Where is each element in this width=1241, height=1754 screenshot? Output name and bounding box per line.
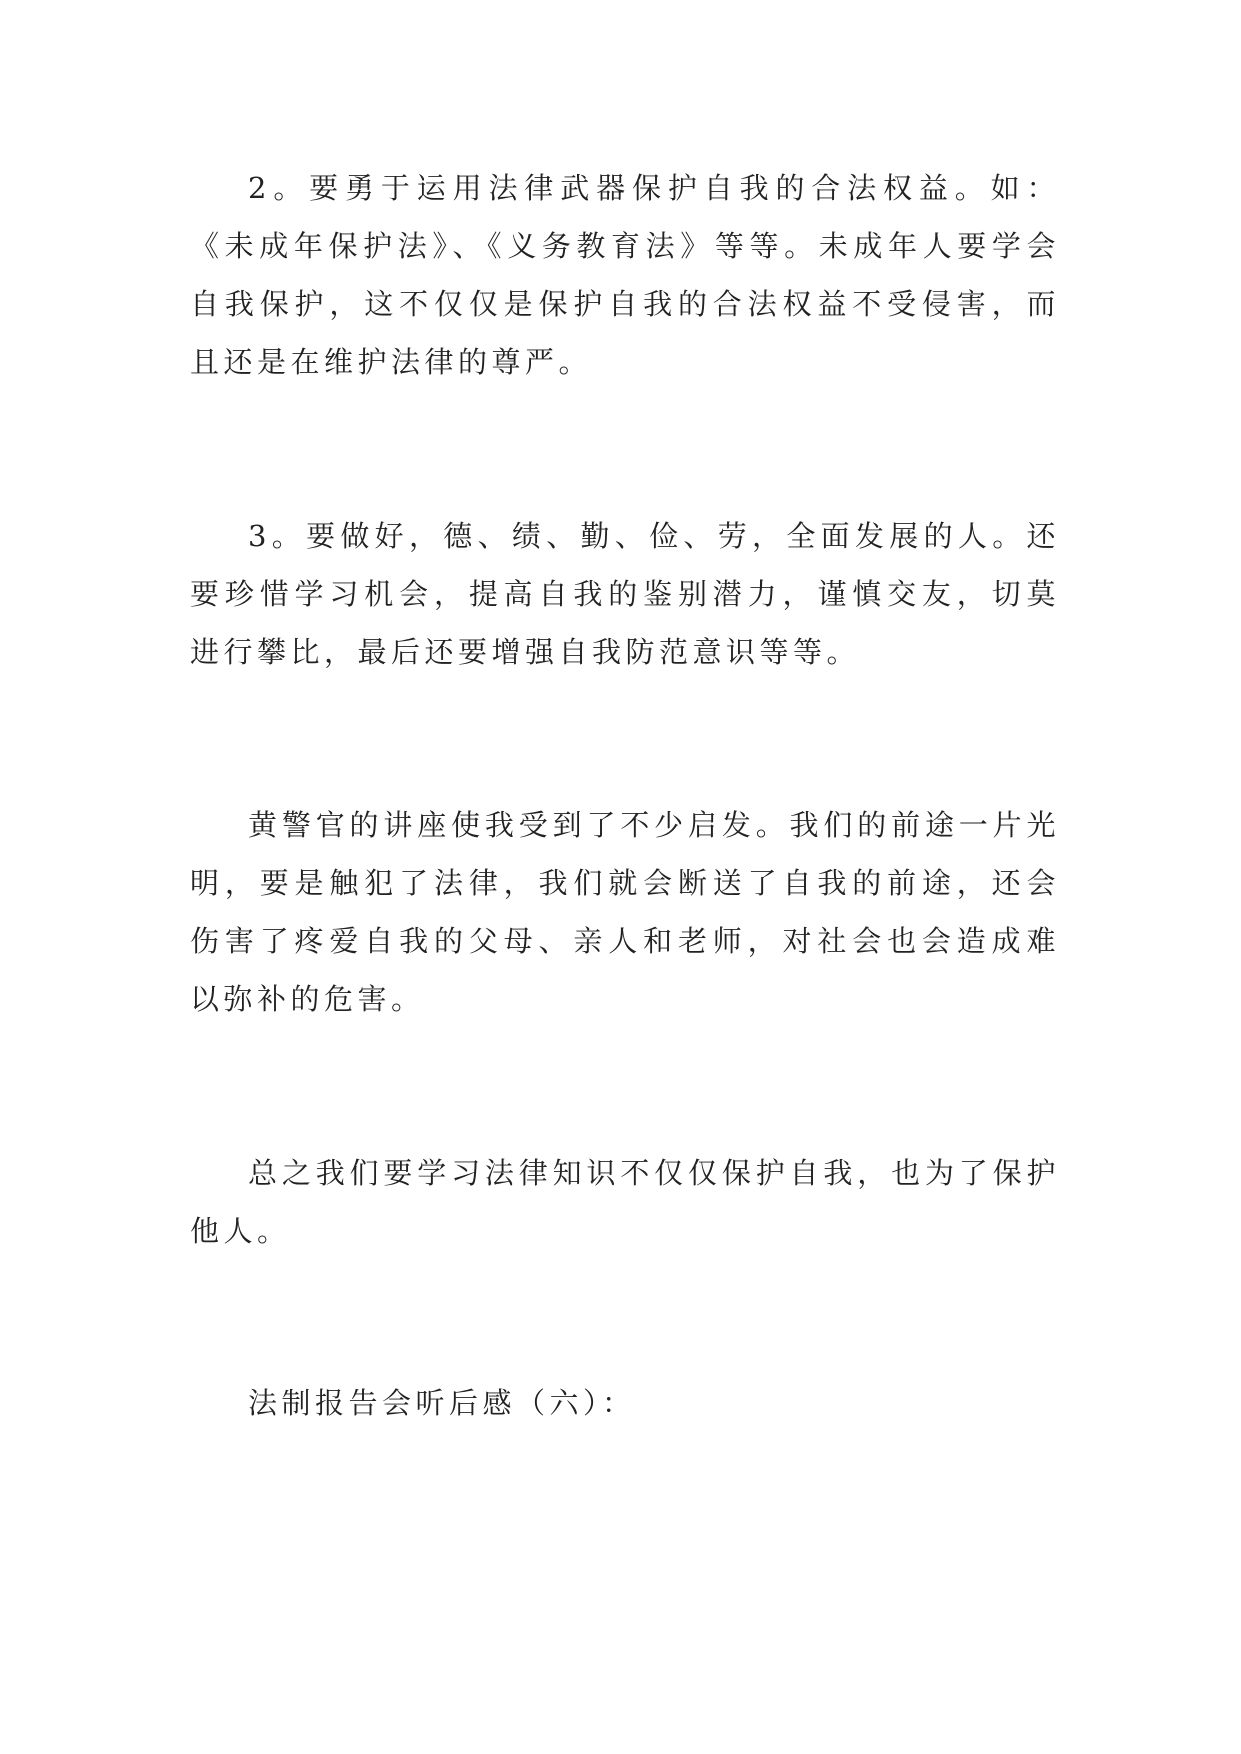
paragraph-point-3: 3。要做好，德、绩、勤、俭、劳，全面发展的人。还要珍惜学习机会，提高自我的鉴别潜力，谨慎交友，切莫进行攀比，最后还要增强自我防范意识等等。	[190, 519, 1060, 669]
paragraph-lecture-reflection: 黄警官的讲座使我受到了不少启发。我们的前途一片光明，要是触犯了法律，我们就会断送了自我的前途，还会伤害了疼爱自我的父母、亲人和老师，对社会也会造成难以弥补的危害。	[190, 808, 1060, 1016]
paragraph-conclusion: 总之我们要学习法律知识不仅仅保护自我，也为了保护他人。	[190, 1156, 1060, 1248]
section-heading: 法制报告会听后感（六）：	[248, 1386, 636, 1420]
paragraph-point-2: 2。要勇于运用法律武器保护自我的合法权益。如：《未成年保护法》、《义务教育法》等等。未成年人要学会自我保护，这不仅仅是保护自我的合法权益不受侵害，而且还是在维护法律的尊严。	[190, 171, 1060, 379]
